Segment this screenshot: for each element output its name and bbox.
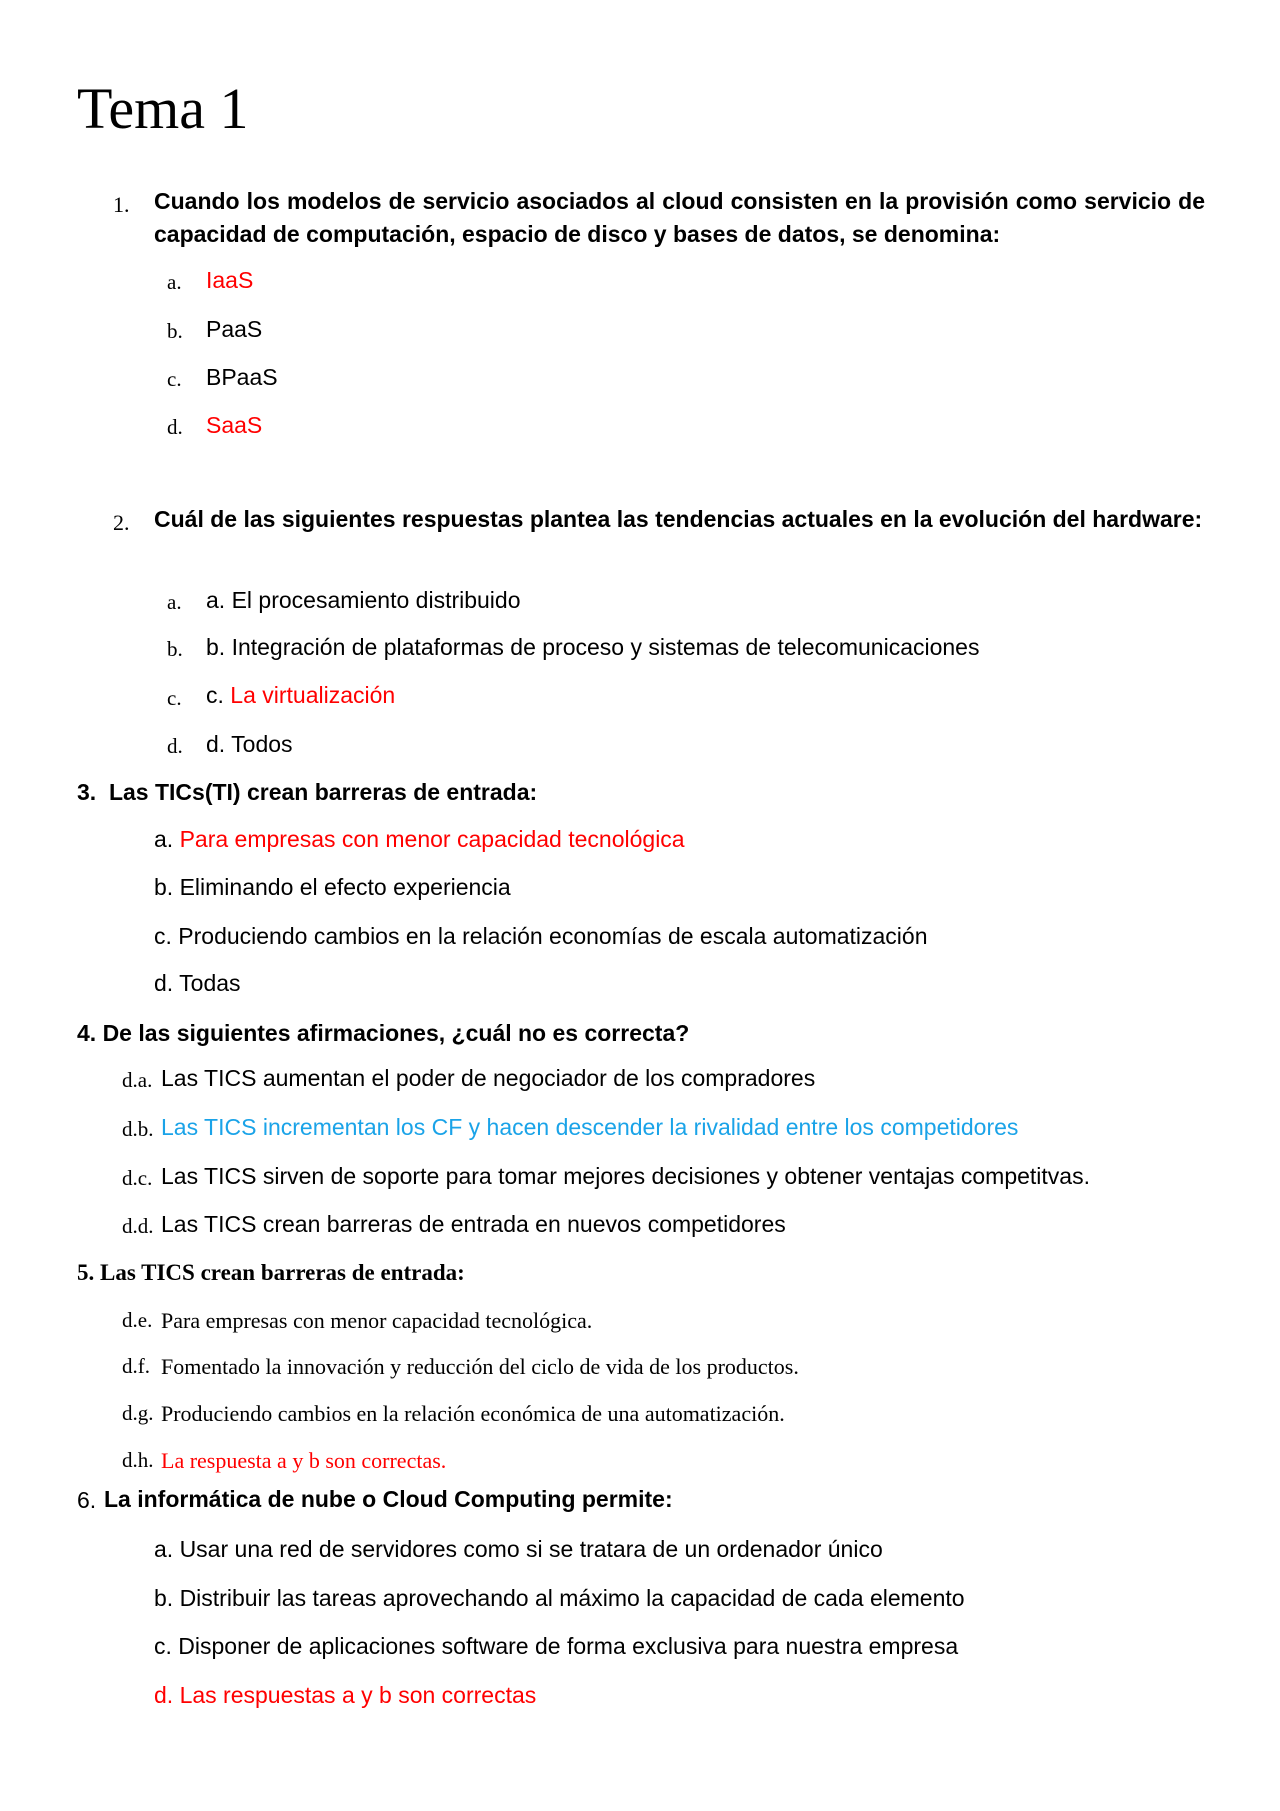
- option-marker: d.: [167, 415, 183, 439]
- option-text: Las TICS aumentan el poder de negociador de los compradores: [161, 1065, 816, 1091]
- option-text-highlighted: Las TICS incrementan los CF y hacen descender la rivalidad entre los competidores: [161, 1114, 1019, 1140]
- option-text-correct: La respuesta a y b son correctas.: [161, 1448, 447, 1473]
- option-marker: d.h.: [122, 1448, 154, 1472]
- option-marker: a.: [167, 270, 182, 294]
- option-text-correct: Para empresas con menor capacidad tecnológica: [179, 826, 685, 852]
- question-text: Cuál de las siguientes respuestas plantea las tendencias actuales en la evolución del hardware:: [154, 506, 1203, 532]
- option-marker: d.c.: [122, 1166, 153, 1190]
- option-text: a. Usar una red de servidores como si se tratara de un ordenador único: [154, 1536, 883, 1562]
- option-marker: d.d.: [122, 1214, 154, 1238]
- option-text: Produciendo cambios en la relación económica de una automatización.: [161, 1401, 785, 1426]
- question-text: 3. Las TICs(TI) crean barreras de entrada:: [77, 779, 538, 805]
- option-marker: b.: [167, 637, 183, 661]
- option-text-correct: SaaS: [206, 412, 263, 438]
- option-text: b. Integración de plataformas de proceso y sistemas de telecomunicaciones: [206, 634, 980, 660]
- option-text: PaaS: [206, 316, 263, 342]
- option-text-correct: d. Las respuestas a y b son correctas: [154, 1682, 537, 1708]
- option-text: Las TICS crean barreras de entrada en nuevos competidores: [161, 1211, 786, 1237]
- option-marker: d.a.: [122, 1068, 153, 1092]
- option-marker: b.: [167, 319, 183, 343]
- question-number: 1.: [113, 192, 130, 217]
- option-marker: c.: [167, 367, 182, 391]
- question-text: Cuando los modelos de servicio asociados al cloud consisten en la provisión como servicio de capacidad de computación, espacio de disco y bases de datos, se denomina:: [154, 188, 1205, 247]
- option-text: d. Todas: [154, 970, 241, 996]
- option-text: d. Todos: [206, 731, 293, 757]
- option-text: Fomentado la innovación y reducción del ciclo de vida de los productos.: [161, 1354, 799, 1379]
- option-prefix: a.: [154, 826, 180, 852]
- option-marker: d.g.: [122, 1401, 154, 1425]
- option-text-correct: La virtualización: [230, 682, 396, 708]
- option-marker: c.: [167, 686, 182, 710]
- option-text: b. Eliminando el efecto experiencia: [154, 874, 511, 900]
- option-prefix: c.: [206, 682, 231, 708]
- option-marker: d.: [167, 734, 183, 758]
- option-text: b. Distribuir las tareas aprovechando al máximo la capacidad de cada elemento: [154, 1585, 965, 1611]
- option-line: [206, 682, 395, 709]
- page-title: Tema 1: [77, 76, 249, 141]
- question-number: 2.: [113, 510, 130, 535]
- question-text: 5. Las TICS crean barreras de entrada:: [77, 1260, 465, 1285]
- option-marker: d.e.: [122, 1308, 153, 1332]
- option-text: Para empresas con menor capacidad tecnológica.: [161, 1308, 593, 1333]
- option-marker: d.f.: [122, 1354, 150, 1378]
- option-text: c. Produciendo cambios en la relación economías de escala automatización: [154, 923, 928, 949]
- option-text: Las TICS sirven de soporte para tomar mejores decisiones y obtener ventajas competitvas.: [161, 1163, 1090, 1189]
- question-text: 4. De las siguientes afirmaciones, ¿cuál no es correcta?: [77, 1020, 690, 1046]
- option-text: BPaaS: [206, 364, 278, 390]
- question-number: 6.: [77, 1487, 97, 1513]
- option-marker: d.b.: [122, 1117, 154, 1141]
- option-text: c. Disponer de aplicaciones software de forma exclusiva para nuestra empresa: [154, 1633, 959, 1659]
- question-text: La informática de nube o Cloud Computing permite:: [104, 1486, 673, 1512]
- option-line: [154, 826, 685, 853]
- option-marker: a.: [167, 590, 182, 614]
- option-text: a. El procesamiento distribuido: [206, 587, 521, 613]
- option-text-correct: IaaS: [206, 267, 254, 293]
